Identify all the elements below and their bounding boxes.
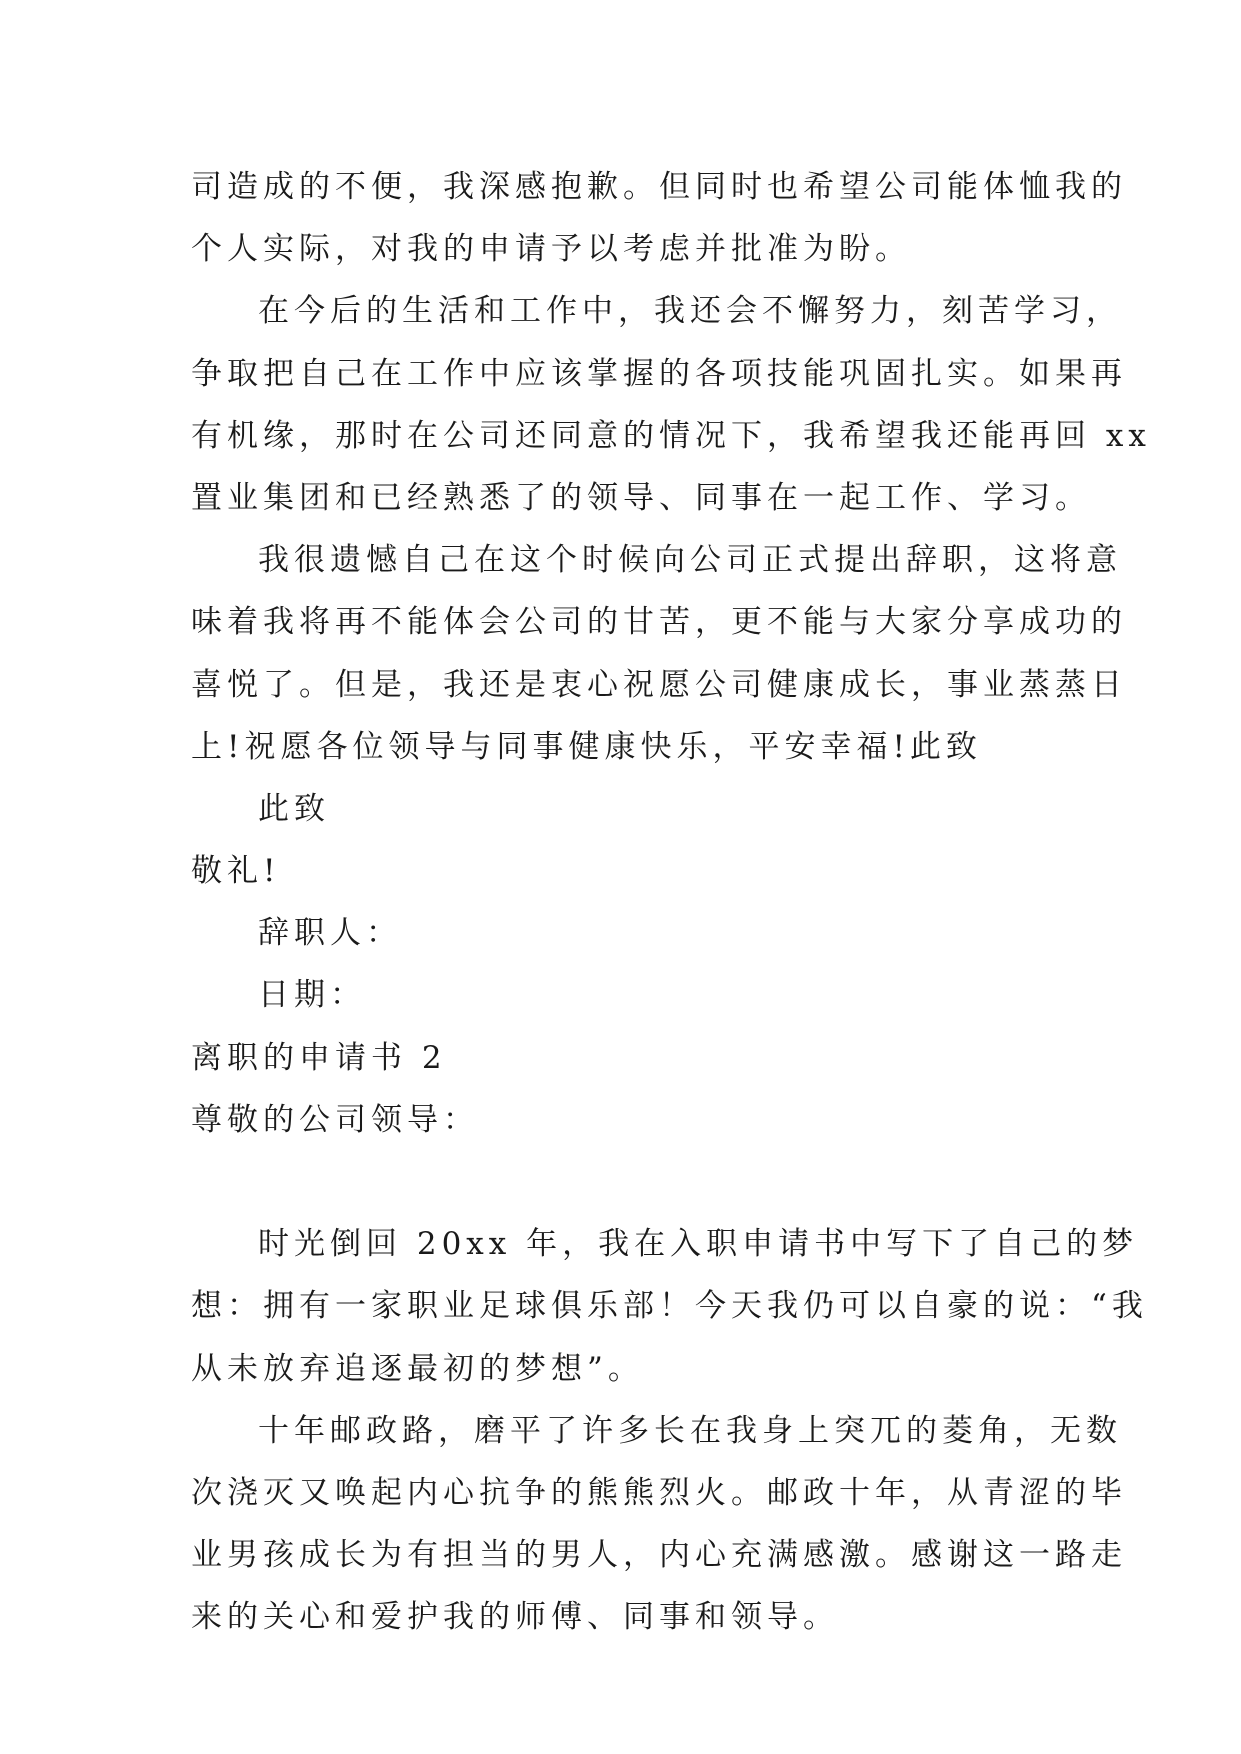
letter2-greeting: 尊敬的公司领导： bbox=[191, 1101, 479, 1138]
letter1-para-b-line-2: 争取把自己在工作中应该掌握的各项技能巩固扎实。如果再 bbox=[191, 355, 1127, 392]
letter1-signer-label: 辞职人： bbox=[258, 915, 402, 952]
letter2-para-b-line-4: 来的关心和爱护我的师傅、同事和领导。 bbox=[191, 1599, 839, 1636]
letter1-para-c-line-2: 味着我将再不能体会公司的甘苦，更不能与大家分享成功的 bbox=[191, 604, 1127, 641]
letter1-para-b-line-3: 有机缘，那时在公司还同意的情况下，我希望我还能再回 xx bbox=[191, 417, 1151, 454]
letter2-para-a-line-2: 想：拥有一家职业足球俱乐部！今天我仍可以自豪的说：“我 bbox=[191, 1288, 1148, 1325]
letter1-para-a-line-1: 司造成的不便，我深感抱歉。但同时也希望公司能体恤我的 bbox=[191, 169, 1127, 205]
blank-line bbox=[191, 1151, 1061, 1213]
letter2-title: 离职的申请书 2 bbox=[191, 1039, 447, 1076]
letter2-para-a-line-3: 从未放弃追逐最初的梦想”。 bbox=[191, 1350, 644, 1387]
letter1-para-c-line-4: 上!祝愿各位领导与同事健康快乐，平安幸福!此致 bbox=[191, 728, 982, 765]
letter1-para-b-line-4: 置业集团和已经熟悉了的领导、同事在一起工作、学习。 bbox=[191, 479, 1091, 516]
letter1-para-c-line-1: 我很遗憾自己在这个时候向公司正式提出辞职，这将意 bbox=[258, 542, 1122, 579]
letter1-para-b-line-1: 在今后的生活和工作中，我还会不懈努力，刻苦学习， bbox=[258, 293, 1122, 330]
document-body bbox=[191, 156, 1151, 1649]
letter2-para-b-line-2: 次浇灭又唤起内心抗争的熊熊烈火。邮政十年，从青涩的毕 bbox=[191, 1474, 1127, 1511]
letter2-para-b-line-3: 业男孩成长为有担当的男人，内心充满感激。感谢这一路走 bbox=[191, 1537, 1127, 1574]
letter1-salute: 敬礼! bbox=[191, 853, 281, 890]
letter1-date-label: 日期： bbox=[258, 977, 366, 1014]
letter1-para-c-line-3: 喜悦了。但是，我还是衷心祝愿公司健康成长，事业蒸蒸日 bbox=[191, 666, 1127, 703]
letter1-closing: 此致 bbox=[258, 790, 330, 827]
letter2-para-b-line-1: 十年邮政路，磨平了许多长在我身上突兀的菱角，无数 bbox=[258, 1412, 1122, 1449]
letter1-para-a-line-2: 个人实际，对我的申请予以考虑并批准为盼。 bbox=[191, 231, 911, 268]
letter2-para-a-line-1: 时光倒回 20xx 年，我在入职申请书中写下了自己的梦 bbox=[258, 1226, 1139, 1263]
